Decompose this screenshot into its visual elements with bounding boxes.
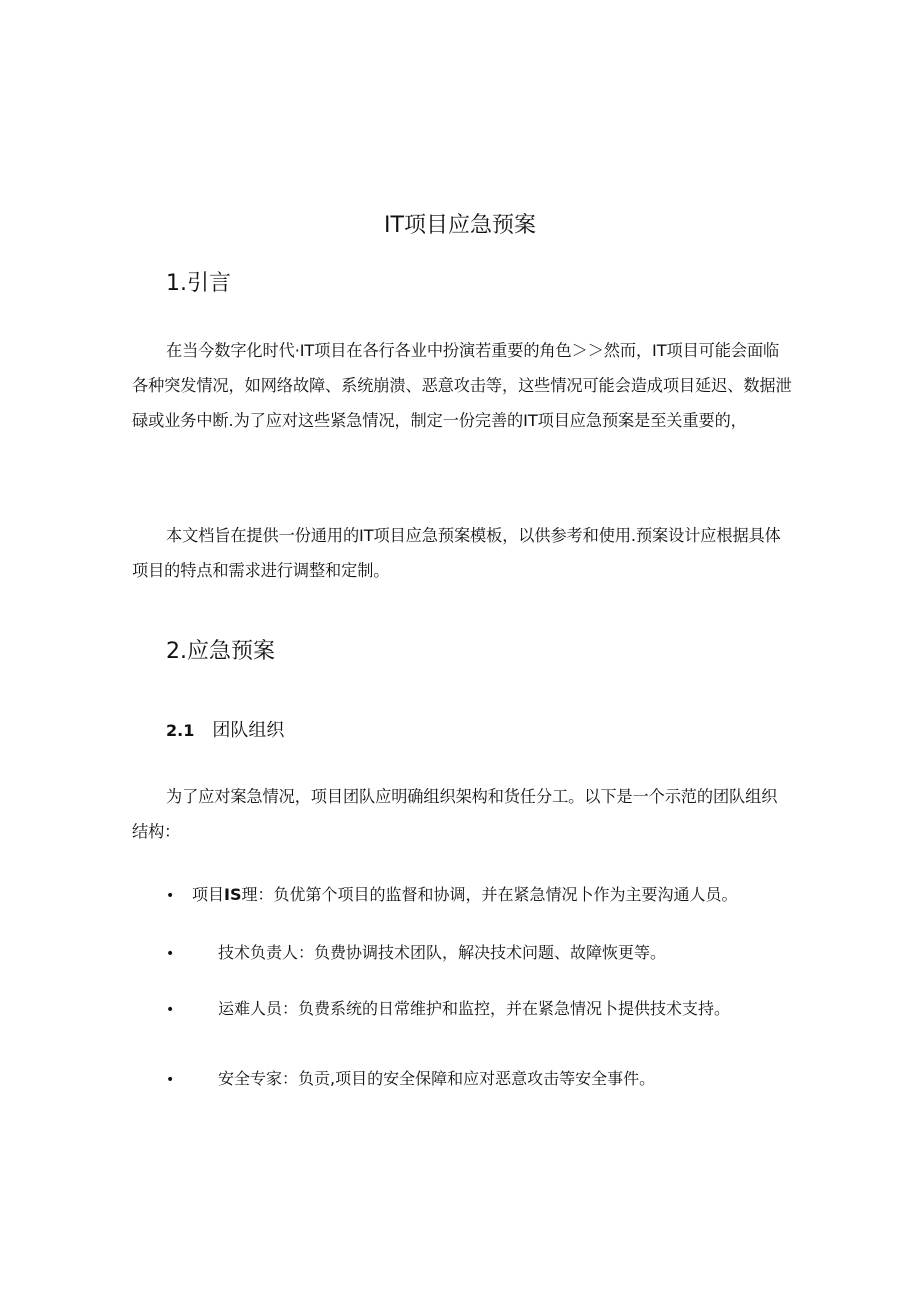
subsection-title: 团队组织 [212,720,285,741]
list-item-text: 运难人员：负费系统的日常维护和监控，并在紧急情况卜提供技术支持。 [218,999,731,1018]
list-item-text: 项目IS理：负优第个项目的监督和协调，并在紧急情况卜作为主要沟通人员。 [192,885,738,904]
intro-paragraph-2: 本文档旨在提供一份通用的IT项目应急预案模板，以供参考和使用.预案设计应根据具体项目的特点和需求进行调整和定制。 [132,526,781,580]
document-title: IT项目应急预案 [384,213,536,238]
list-item-text: 安全专家：负贡,项目的安全保障和应对恶意攻击等安全事件。 [218,1069,656,1088]
bullet-mark: • [166,1002,175,1018]
team-intro-paragraph: 为了应对案急情况，项目团队应明确组织架构和货任分工。以下是一个示范的团队组织结构： [132,787,778,841]
intro-paragraph-1: 在当今数字化时代·IT项目在各行各业中扮演若重要的角色＞＞然而，IT项目可能会面临各种突发情况，如网络故障、系统崩溃、恶意攻击等，这些情况可能会造成项目延迟、数据泄碌或业务中断.为了应对这些紧急情况，制定一份完善的IT项目应急预案是至关重要的， [132,341,792,430]
bullet-mark: • [166,946,175,962]
list-item-text: 技术负责人：负费协调技术团队，解决技术问题、故障恢更等。 [218,943,667,962]
subsection-number: 2.1 [166,721,195,740]
bullet-mark: • [166,888,175,904]
section-heading-emergency-plan: 2.应急预案 [166,639,275,664]
subsection-heading-team [166,717,284,745]
section-heading-introduction: 1.引言 [166,271,231,296]
bullet-mark: • [166,1072,175,1088]
